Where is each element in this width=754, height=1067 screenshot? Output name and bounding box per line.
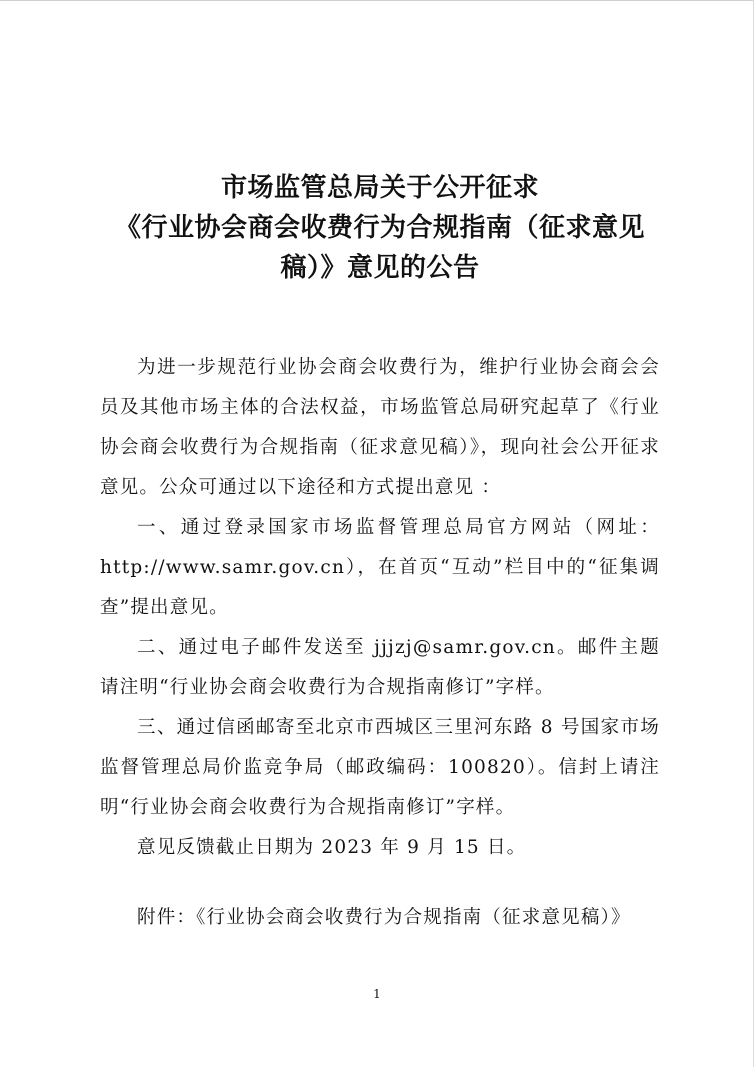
page-top-edge	[0, 0, 754, 1]
attachment-line: 附件：《行业协会商会收费行为合规指南（征求意见稿）》	[137, 907, 631, 928]
page-number: 1	[373, 987, 381, 1001]
method-website-paragraph: 一、通过登录国家市场监督管理总局官方网站（网址：http://www.samr.gov.cn），在首页“互动”栏目中的“征集调查”提出意见。	[100, 517, 660, 618]
intro-paragraph: 为进一步规范行业协会商会收费行为，维护行业协会商会会员及其他市场主体的合法权益，市场监管总局研究起草了《行业协会商会收费行为合规指南（征求意见稿）》，现向社会公开征求意见。公众可通过以下途径和方式提出意见 ：	[100, 357, 660, 498]
method-mail-paragraph: 三、通过信函邮寄至北京市西城区三里河东路 8 号国家市场监督管理总局价监竞争局（邮政编码：100820）。信封上请注明“行业协会商会收费行为合规指南修订”字样。	[100, 717, 660, 818]
method-email-paragraph: 二、通过电子邮件发送至 jjjzj@samr.gov.cn。邮件主题请注明“行业协会商会收费行为合规指南修订”字样。	[100, 637, 660, 698]
document-body	[100, 348, 660, 868]
title-line-3: 稿）》意见的公告	[280, 253, 480, 283]
title-line-1: 市场监管总局关于公开征求	[220, 173, 539, 203]
title-line-2: 《行业协会商会收费行为合规指南（征求意见	[114, 213, 645, 243]
deadline-paragraph: 意见反馈截止日期为 2023 年 9 月 15 日。	[137, 837, 527, 858]
document-title	[60, 168, 700, 288]
